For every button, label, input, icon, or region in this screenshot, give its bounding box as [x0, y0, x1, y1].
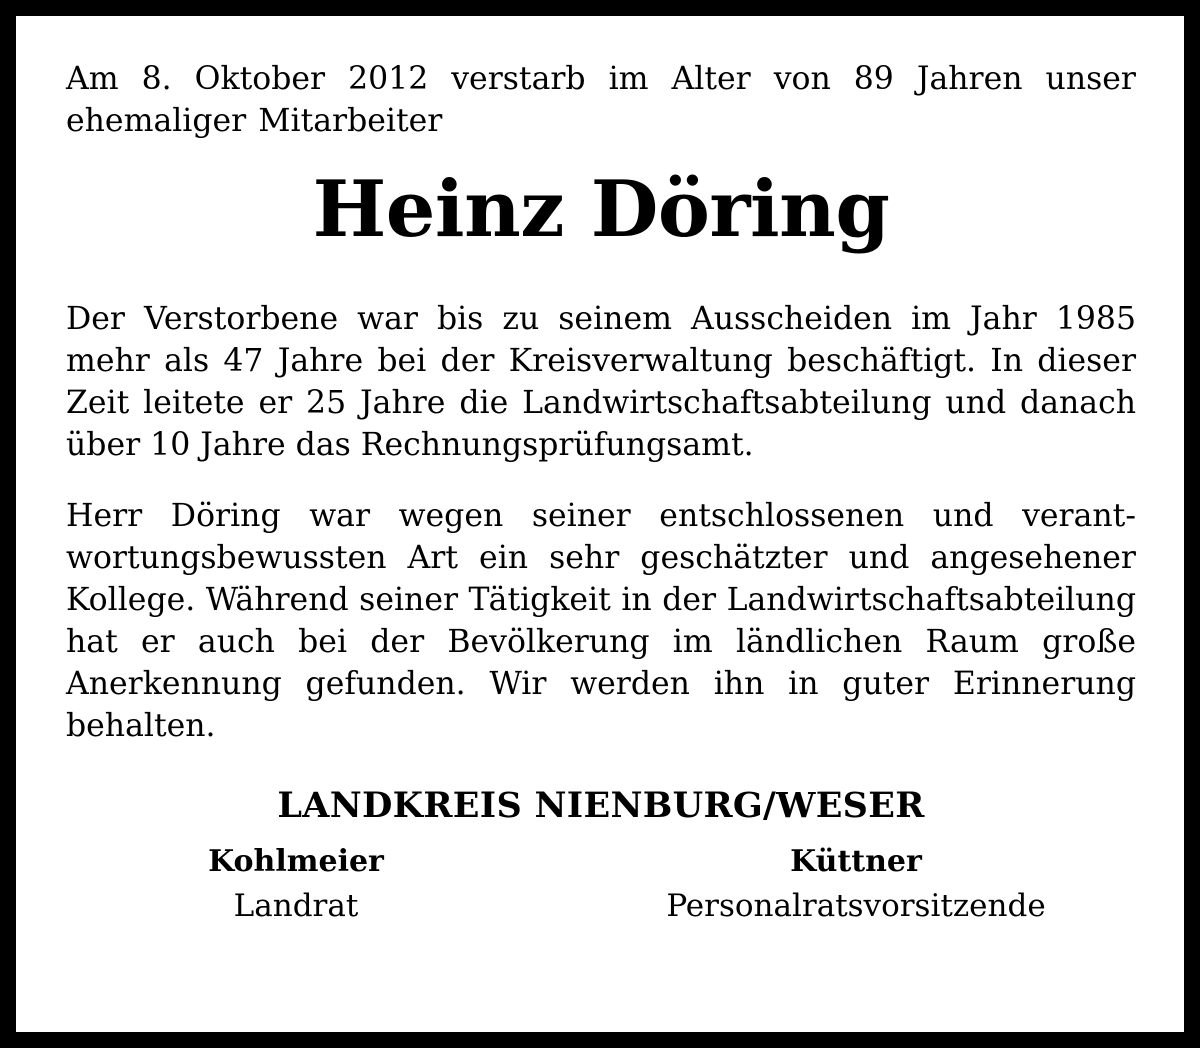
signers: [66, 841, 1136, 951]
signer-name: Küttner: [790, 844, 922, 879]
intro-text: Am 8. Oktober 2012 verstarb im Alter von 89 Jahren unser ehemaliger Mitarbeiter: [66, 61, 1136, 139]
paragraph-career: Der Verstorbene war bis zu seinem Ausscheiden im Jahr 1985 mehr als 47 Jahre bei der Kreisverwaltung beschäftigt. In dieser Zeit leitete er 25 Jahre die Landwirtschaftsabteilung und danach über 10 Jahre das Rechnungsprüfungsamt.: [66, 301, 1136, 463]
paragraph-tribute: Herr Döring war wegen seiner entschlossenen und verantwortungsbewussten Art ein sehr geschätzter und angesehener Kollege. Während seiner Tätigkeit in der Landwirtschaftsabteilung hat er auch bei der Bevölkerung im ländlichen Raum große Anerkennung gefunden. Wir werden ihn in guter Erinnerung behalten.: [66, 498, 1136, 744]
signer-name: Kohlmeier: [208, 844, 384, 879]
deceased-name: Heinz Döring: [312, 164, 890, 255]
organization-name: LANDKREIS NIENBURG/WESER: [277, 785, 925, 826]
signer-role: Personalratsvorsitzende: [666, 888, 1046, 924]
signer-role: Landrat: [233, 888, 359, 924]
signer-right: [636, 841, 1076, 927]
signer-left: [166, 841, 426, 927]
notice-content: [66, 58, 1136, 951]
